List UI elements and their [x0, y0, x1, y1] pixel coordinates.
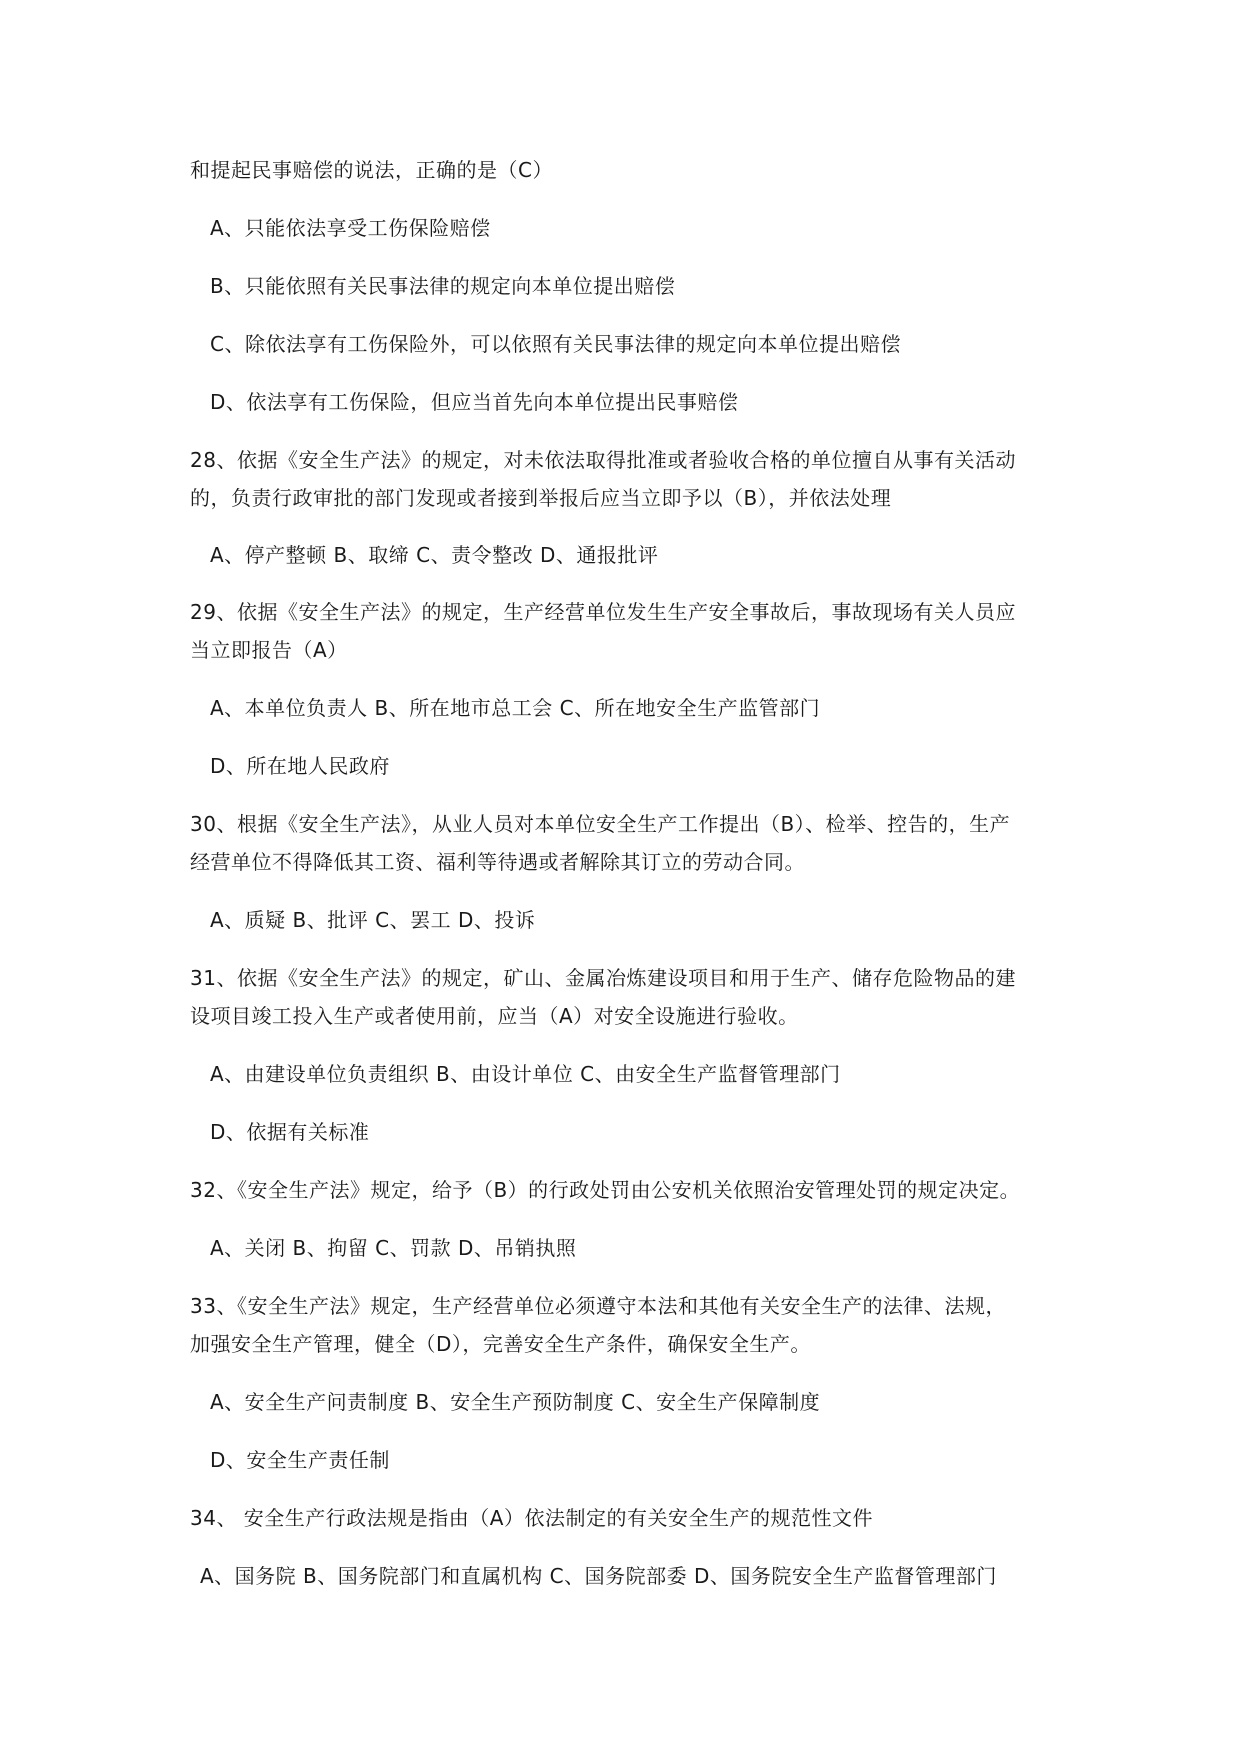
option-27-d: D、依法享有工伤保险，但应当首先向本单位提出民事赔偿 — [210, 390, 739, 414]
question-29-line-2: 当立即报告（A） — [190, 638, 348, 662]
question-29-line-1: 29、依据《安全生产法》的规定，生产经营单位发生生产安全事故后，事故现场有关人员应 — [190, 600, 1016, 624]
question-31-line-1: 31、依据《安全生产法》的规定，矿山、金属冶炼建设项目和用于生产、储存危险物品的建 — [190, 966, 1016, 990]
options-29-abc: A、本单位负责人 B、所在地市总工会 C、所在地安全生产监管部门 — [210, 696, 821, 720]
option-27-b: B、只能依照有关民事法律的规定向本单位提出赔偿 — [210, 274, 676, 298]
question-33-line-1: 33、《安全生产法》规定，生产经营单位必须遵守本法和其他有关安全生产的法律、法规， — [190, 1294, 1006, 1318]
options-32: A、关闭 B、拘留 C、罚款 D、吊销执照 — [210, 1236, 577, 1260]
option-29-d: D、所在地人民政府 — [210, 754, 390, 778]
option-27-a: A、只能依法享受工伤保险赔偿 — [210, 216, 491, 240]
options-31-abc: A、由建设单位负责组织 B、由设计单位 C、由安全生产监督管理部门 — [210, 1062, 841, 1086]
question-28-line-1: 28、依据《安全生产法》的规定，对未依法取得批准或者验收合格的单位擅自从事有关活动 — [190, 448, 1016, 472]
question-33-line-2: 加强安全生产管理，健全（D），完善安全生产条件，确保安全生产。 — [190, 1332, 811, 1356]
question-34: 34、 安全生产行政法规是指由（A）依法制定的有关安全生产的规范性文件 — [190, 1506, 873, 1530]
question-31-line-2: 设项目竣工投入生产或者使用前，应当（A）对安全设施进行验收。 — [190, 1004, 799, 1028]
question-28-line-2: 的，负责行政审批的部门发现或者接到举报后应当立即予以（B），并依法处理 — [190, 486, 892, 510]
question-32: 32、《安全生产法》规定，给予（B）的行政处罚由公安机关依照治安管理处罚的规定决定。 — [190, 1178, 1021, 1202]
option-33-d: D、安全生产责任制 — [210, 1448, 390, 1472]
question-27-continuation: 和提起民事赔偿的说法，正确的是（C） — [190, 158, 553, 182]
options-34: A、国务院 B、国务院部门和直属机构 C、国务院部委 D、国务院安全生产监督管理部门 — [200, 1564, 997, 1588]
options-30: A、质疑 B、批评 C、罢工 D、投诉 — [210, 908, 536, 932]
options-33-abc: A、安全生产问责制度 B、安全生产预防制度 C、安全生产保障制度 — [210, 1390, 821, 1414]
option-31-d: D、依据有关标准 — [210, 1120, 370, 1144]
question-30-line-2: 经营单位不得降低其工资、福利等待遇或者解除其订立的劳动合同。 — [190, 850, 805, 874]
options-28: A、停产整顿 B、取缔 C、责令整改 D、通报批评 — [210, 543, 659, 567]
option-27-c: C、除依法享有工伤保险外，可以依照有关民事法律的规定向本单位提出赔偿 — [210, 332, 901, 356]
question-30-line-1: 30、根据《安全生产法》，从业人员对本单位安全生产工作提出（B）、检举、控告的，生产 — [190, 812, 1011, 836]
